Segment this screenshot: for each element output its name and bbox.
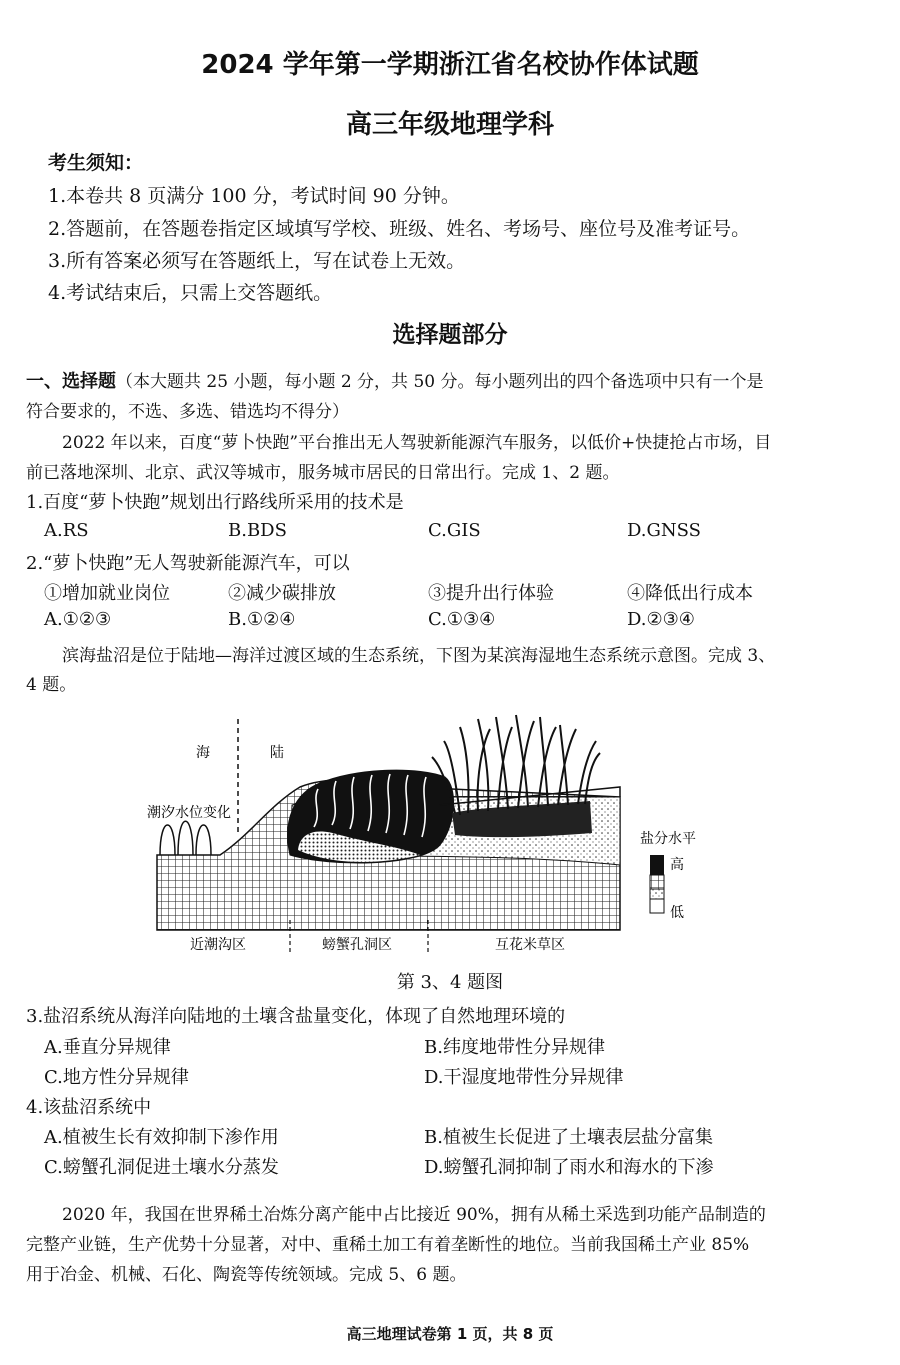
q2-statement: ④降低出行成本 <box>627 583 753 604</box>
salinity-legend <box>650 855 664 913</box>
q4-option-c: C.螃蟹孔洞促进土壤水分蒸发 <box>44 1157 279 1178</box>
figure-caption: 第 3、4 题图 <box>396 972 504 993</box>
material3-line1: 2020 年，我国在世界稀土冶炼分离产能中占比接近 90%，拥有从稀土采选到功能产品制造的 <box>62 1205 766 1225</box>
q1-option-c: C.GIS <box>428 520 481 541</box>
zone-label: 互花米草区 <box>495 937 565 953</box>
q2-option-b: B.①②④ <box>228 609 296 630</box>
part1-instructions <box>26 367 764 393</box>
notice-item: 1.本卷共 8 页满分 100 分，考试时间 90 分钟。 <box>48 185 460 207</box>
q2-statement: ③提升出行体验 <box>428 583 554 604</box>
q3-option-b: B.纬度地带性分异规律 <box>424 1037 605 1058</box>
material3-line2: 完整产业链，生产优势十分显著，对中、重稀土加工有着垄断性的地位。当前我国稀土产业 85% <box>26 1235 750 1255</box>
salinity-label: 盐分水平 <box>640 831 696 847</box>
exam-subtitle: 高三年级地理学科 <box>345 110 554 140</box>
salinity-high-label: 高 <box>670 857 684 873</box>
zone-label: 螃蟹孔洞区 <box>322 937 392 953</box>
q1-option-d: D.GNSS <box>627 520 701 541</box>
q2-option-c: C.①③④ <box>428 609 496 630</box>
q1-option-a: A.RS <box>44 520 89 541</box>
salt-marsh-diagram <box>0 705 900 965</box>
material3-line3: 用于冶金、机械、石化、陶瓷等传统领域。完成 5、6 题。 <box>26 1265 467 1285</box>
tidal-curves <box>160 821 211 855</box>
notice-heading: 考生须知： <box>48 152 144 174</box>
q3-option-c: C.地方性分异规律 <box>44 1067 189 1088</box>
q4-option-d: D.螃蟹孔洞抑制了雨水和海水的下渗 <box>424 1157 714 1178</box>
notice-item: 4.考试结束后，只需上交答题纸。 <box>48 282 333 304</box>
material2-line2: 4 题。 <box>26 675 77 695</box>
page-footer: 高三地理试卷第 1 页，共 8 页 <box>346 1325 554 1343</box>
q3-option-d: D.干湿度地带性分异规律 <box>424 1067 624 1088</box>
q1-option-b: B.BDS <box>228 520 287 541</box>
notice-item: 2.答题前，在答题卷指定区域填写学校、班级、姓名、考场号、座位号及准考证号。 <box>48 218 751 240</box>
material2-line1: 滨海盐沼是位于陆地—海洋过渡区域的生态系统，下图为某滨海湿地生态系统示意图。完成 3、 <box>62 646 776 666</box>
material1-line2: 前已落地深圳、北京、武汉等城市，服务城市居民的日常出行。完成 1、2 题。 <box>26 463 620 483</box>
section-title: 选择题部分 <box>392 322 508 348</box>
salinity-low-label: 低 <box>670 905 684 921</box>
notice-item: 3.所有答案必须写在答题纸上，写在试卷上无效。 <box>48 250 466 272</box>
q2-option-d: D.②③④ <box>627 609 695 630</box>
part1-instructions-line2: 符合要求的，不选、多选、错选均不得分） <box>26 402 349 422</box>
tide-label: 潮汐水位变化 <box>147 805 231 821</box>
q3-option-a: A.垂直分异规律 <box>44 1037 171 1058</box>
q2-statement: ②减少碳排放 <box>228 583 336 604</box>
q2-option-a: A.①②③ <box>44 609 112 630</box>
q4-option-b: B.植被生长促进了土壤表层盐分富集 <box>424 1127 713 1148</box>
part1-label: 一、选择题 <box>26 371 116 392</box>
part1-instructions-line1: （本大题共 25 小题，每小题 2 分，共 50 分。每小题列出的四个备选项中只有一个是 <box>116 372 764 392</box>
q4-option-a: A.植被生长有效抑制下渗作用 <box>44 1127 279 1148</box>
zone-label: 近潮沟区 <box>190 937 246 953</box>
land-label: 陆 <box>270 745 284 761</box>
q2-statement: ①增加就业岗位 <box>44 583 170 604</box>
q2-stem: 2.“萝卜快跑”无人驾驶新能源汽车，可以 <box>26 553 350 574</box>
sea-label: 海 <box>196 745 210 761</box>
q1-stem: 1.百度“萝卜快跑”规划出行路线所采用的技术是 <box>26 492 404 513</box>
exam-title: 2024 学年第一学期浙江省名校协作体试题 <box>201 50 699 80</box>
q4-stem: 4.该盐沼系统中 <box>26 1097 152 1118</box>
material1-line1: 2022 年以来，百度“萝卜快跑”平台推出无人驾驶新能源汽车服务，以低价+快捷抢占市场，目 <box>62 433 772 453</box>
q3-stem: 3.盐沼系统从海洋向陆地的土壤含盐量变化，体现了自然地理环境的 <box>26 1006 566 1027</box>
